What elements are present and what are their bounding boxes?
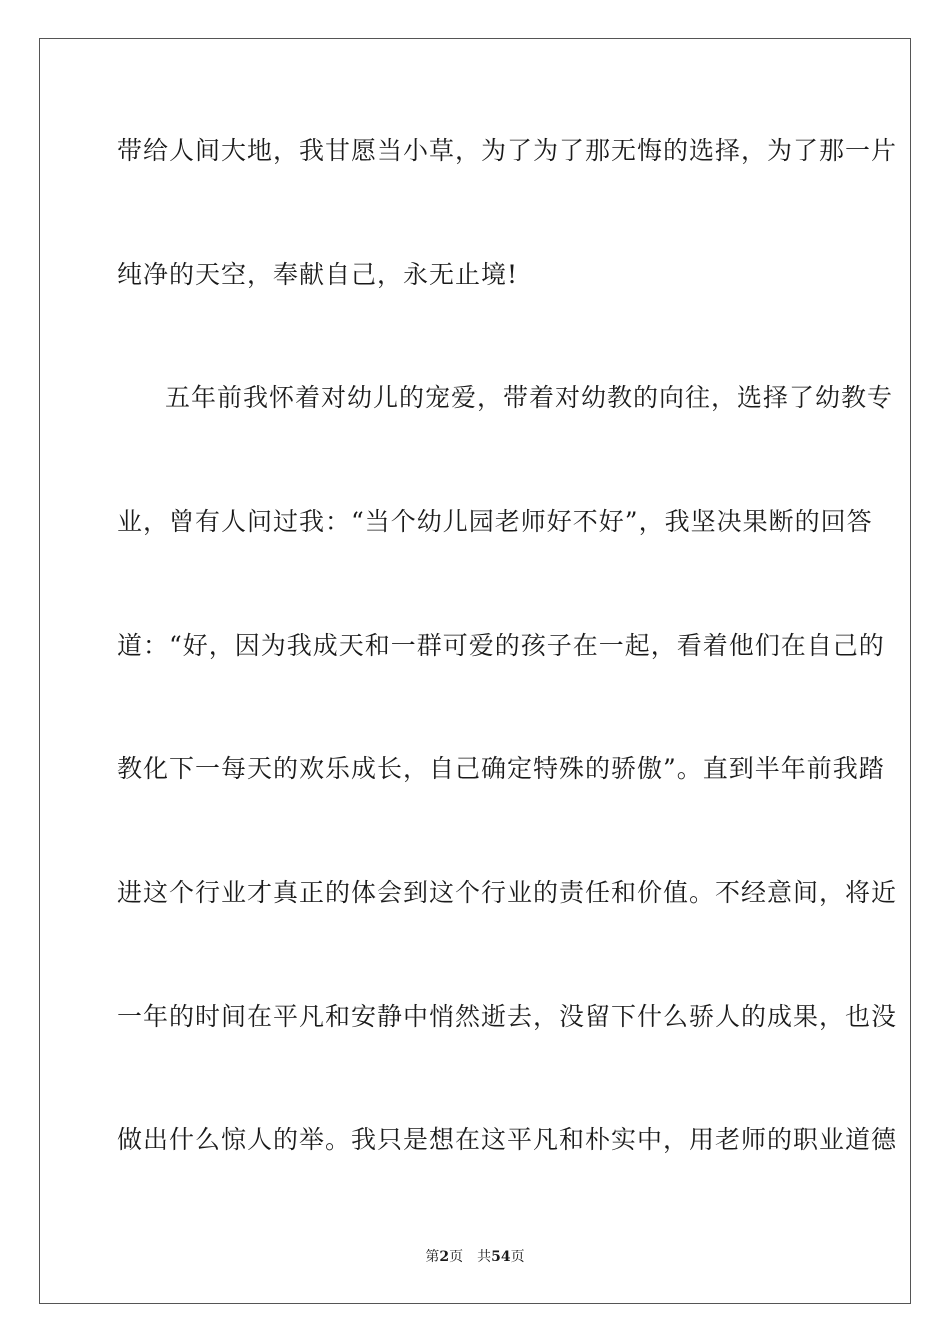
text-line-4: 业，曾有人问过我：“当个幼儿园老师好不好”，我坚决果断的回答 [117, 507, 873, 536]
text-line-3: 五年前我怀着对幼儿的宠爱，带着对幼教的向往，选择了幼教专 [165, 383, 894, 412]
total-pages: 54 [491, 1249, 511, 1265]
text-line-9: 做出什么惊人的举。我只是想在这平凡和朴实中，用老师的职业道德 [117, 1125, 898, 1154]
text-line-1: 带给人间大地，我甘愿当小草，为了为了那无悔的选择，为了那一片 [117, 136, 898, 165]
text-line-2: 纯净的天空，奉献自己，永无止境! [117, 260, 519, 289]
page-number: 2 [439, 1249, 450, 1265]
text-line-8: 一年的时间在平凡和安静中悄然逝去，没留下什么骄人的成果，也没 [117, 1002, 898, 1031]
total-prefix: 共 [477, 1249, 492, 1265]
text-line-5: 道：“好，因为我成天和一群可爱的孩子在一起，看着他们在自己的 [117, 631, 885, 660]
page-border [39, 38, 911, 1304]
total-suffix: 页 [510, 1249, 525, 1265]
page-suffix: 页 [449, 1249, 464, 1265]
page-footer [0, 1246, 950, 1266]
page-prefix: 第 [425, 1249, 440, 1265]
text-line-6: 教化下一每天的欢乐成长，自己确定特殊的骄傲”。直到半年前我踏 [117, 754, 885, 783]
text-line-7: 进这个行业才真正的体会到这个行业的责任和价值。不经意间，将近 [117, 878, 898, 907]
